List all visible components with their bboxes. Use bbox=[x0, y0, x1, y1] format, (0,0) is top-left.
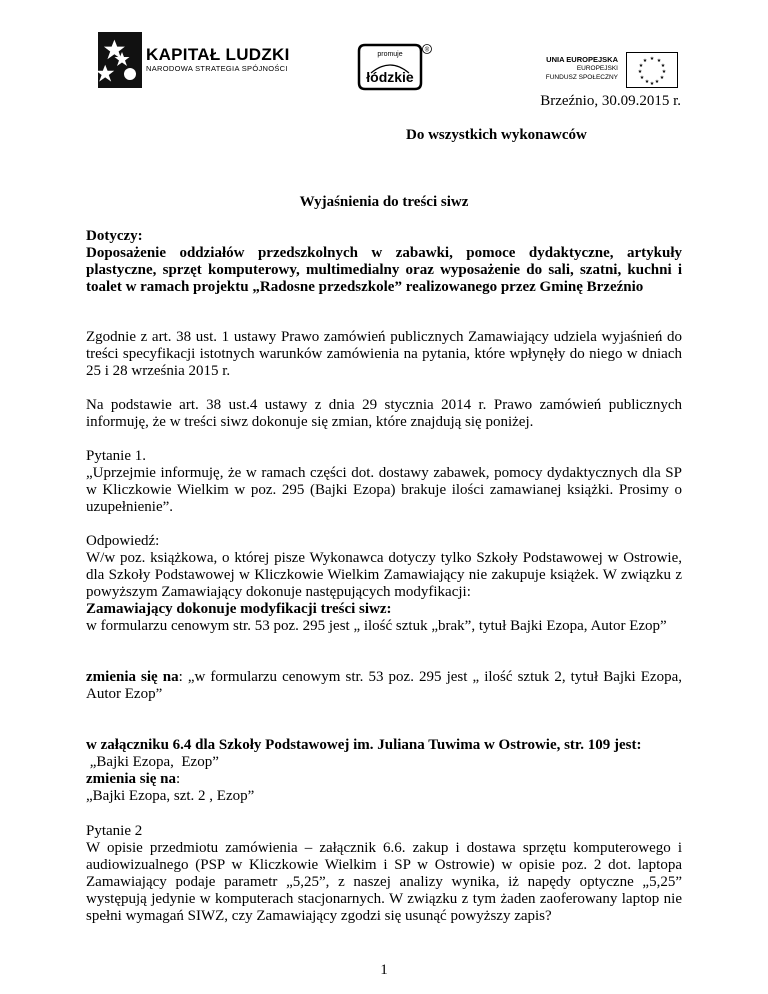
svg-text:★: ★ bbox=[639, 75, 645, 81]
attachment-new: „Bajki Ezopa, szt. 2 , Ezop” bbox=[86, 788, 255, 804]
change-label: zmienia się na bbox=[86, 669, 179, 685]
registered-mark: ® bbox=[424, 47, 430, 54]
lodz-small-text: promuje bbox=[377, 51, 403, 58]
kapital-ludzki-logo bbox=[92, 30, 292, 90]
question-2-text: W opisie przedmiotu zamówienia – załącznik 6.6. zakup i dostawa sprzętu komputerowego i audiowizualnego (PSP w Kliczkowie Wielkim i SP w Ostrowie) w opisie poz. 2 dot. laptopa Zamawiający podaje parametr „5,25”, z naszej analizy wynika, iż napędy optyczne „5,25” występują jedynie w komputerach stacjonarnych. W związku z tym żaden zaoferowany laptop nie spełni wymagań SIWZ, czy Zamawiający zgodzi się usunąć powyższy zapis? bbox=[86, 840, 682, 924]
promuje-lodzkie-logo bbox=[357, 43, 437, 93]
question-1-text: „Uprzejmie informuję, że w ramach części dot. dostawy zabawek, pomocy dydaktycznych dla SP w Kliczkowie Wielkim w poz. 295 (Bajki Ezopa) brakuje ilości zamawianej książki. Prosimy o uzupełnienie”. bbox=[86, 465, 682, 515]
modification-change bbox=[86, 669, 682, 703]
eu-flag-icon bbox=[626, 52, 678, 88]
lodz-big-text: łódzkie bbox=[366, 69, 414, 85]
lodzkie-badge-icon bbox=[357, 43, 437, 93]
svg-text:★: ★ bbox=[642, 58, 648, 64]
attachment-change bbox=[86, 771, 682, 788]
question-2-label: Pytanie 2 bbox=[86, 823, 143, 839]
page-number: 1 bbox=[380, 962, 388, 978]
attachment-line: w załączniku 6.4 dla Szkoły Podstawowej im. Juliana Tuwima w Ostrowie, str. 109 jest: bbox=[86, 737, 642, 753]
unia-europejska-logo bbox=[545, 52, 678, 88]
ue-title: UNIA EUROPEJSKA bbox=[546, 55, 618, 64]
svg-text:★: ★ bbox=[649, 56, 655, 62]
kl-subtitle: NARODOWA STRATEGIA SPÓJNOŚCI bbox=[146, 64, 288, 73]
subject-label: Dotyczy: bbox=[86, 228, 143, 244]
recipient: Do wszystkich wykonawców bbox=[406, 127, 587, 143]
document-title: Wyjaśnienia do treści siwz bbox=[299, 194, 469, 210]
paragraph-2: Na podstawie art. 38 ust.4 ustawy z dnia 29 stycznia 2014 r. Prawo zamówień publicznych informuję, że w treści siwz dokonuje się zmian, które znajdują się poniżej. bbox=[86, 397, 682, 430]
svg-text:★: ★ bbox=[661, 69, 667, 75]
kapital-ludzki-text bbox=[146, 46, 290, 74]
svg-text:★: ★ bbox=[638, 63, 644, 69]
kl-title: KAPITAŁ LUDZKI bbox=[146, 45, 290, 64]
answer-1-text: W/w poz. książkowa, o której pisze Wykonawca dotyczy tylko Szkoły Podstawowej w Ostrowie, dla Szkoły Podstawowej w Kliczkowie Wielkim Zamawiający nie zakupuje książek. W związku z powyższym Zamawiający dokonuje następujących modyfikacji: bbox=[86, 550, 682, 600]
change-text: : „w formularzu cenowym str. 53 poz. 295 jest „ ilość sztuk 2, tytuł Bajki Ezopa, Autor Ezop” bbox=[86, 669, 682, 702]
svg-text:★: ★ bbox=[654, 79, 660, 85]
modification-label: Zamawiający dokonuje modyfikacji treści siwz: bbox=[86, 601, 392, 617]
svg-text:★: ★ bbox=[637, 69, 643, 75]
attachment-change-colon: : bbox=[176, 771, 181, 787]
subject-text: Doposażenie oddziałów przedszkolnych w zabawki, pomoce dydaktyczne, artykuły plastyczne, sprzęt komputerowy, multimedialny oraz wyposażenie do sali, szatni, kuchni i toalet w ramach projektu „Radosne przedszkole” realizowanego przez Gminę Brzeźnio bbox=[86, 245, 682, 295]
svg-text:★: ★ bbox=[659, 75, 665, 81]
question-1-label: Pytanie 1. bbox=[86, 448, 146, 464]
answer-1-label: Odpowiedź: bbox=[86, 533, 160, 549]
ue-subtitle-2: FUNDUSZ SPOŁECZNY bbox=[545, 73, 618, 81]
svg-text:★: ★ bbox=[644, 79, 650, 85]
svg-text:★: ★ bbox=[660, 63, 666, 69]
attachment-change-label: zmienia się na bbox=[86, 771, 176, 787]
attachment-is: „Bajki Ezopa, Ezop” bbox=[86, 754, 219, 770]
kapital-ludzki-emblem-icon bbox=[92, 30, 144, 90]
modification-is: w formularzu cenowym str. 53 poz. 295 jest „ ilość sztuk „brak”, tytuł Bajki Ezopa, Autor Ezop” bbox=[86, 618, 667, 634]
svg-text:★: ★ bbox=[649, 81, 655, 87]
svg-text:★: ★ bbox=[656, 58, 662, 64]
paragraph-1: Zgodnie z art. 38 ust. 1 ustawy Prawo zamówień publicznych Zamawiający udziela wyjaśnień do treści specyfikacji istotnych warunków zamówienia na pytania, które wpłynęły do niego w dniach 25 i 28 września 2015 r. bbox=[86, 329, 682, 379]
ue-subtitle-1: EUROPEJSKI bbox=[576, 65, 618, 72]
document-date: Brzeźnio, 30.09.2015 r. bbox=[540, 93, 681, 109]
ue-text bbox=[518, 55, 618, 82]
